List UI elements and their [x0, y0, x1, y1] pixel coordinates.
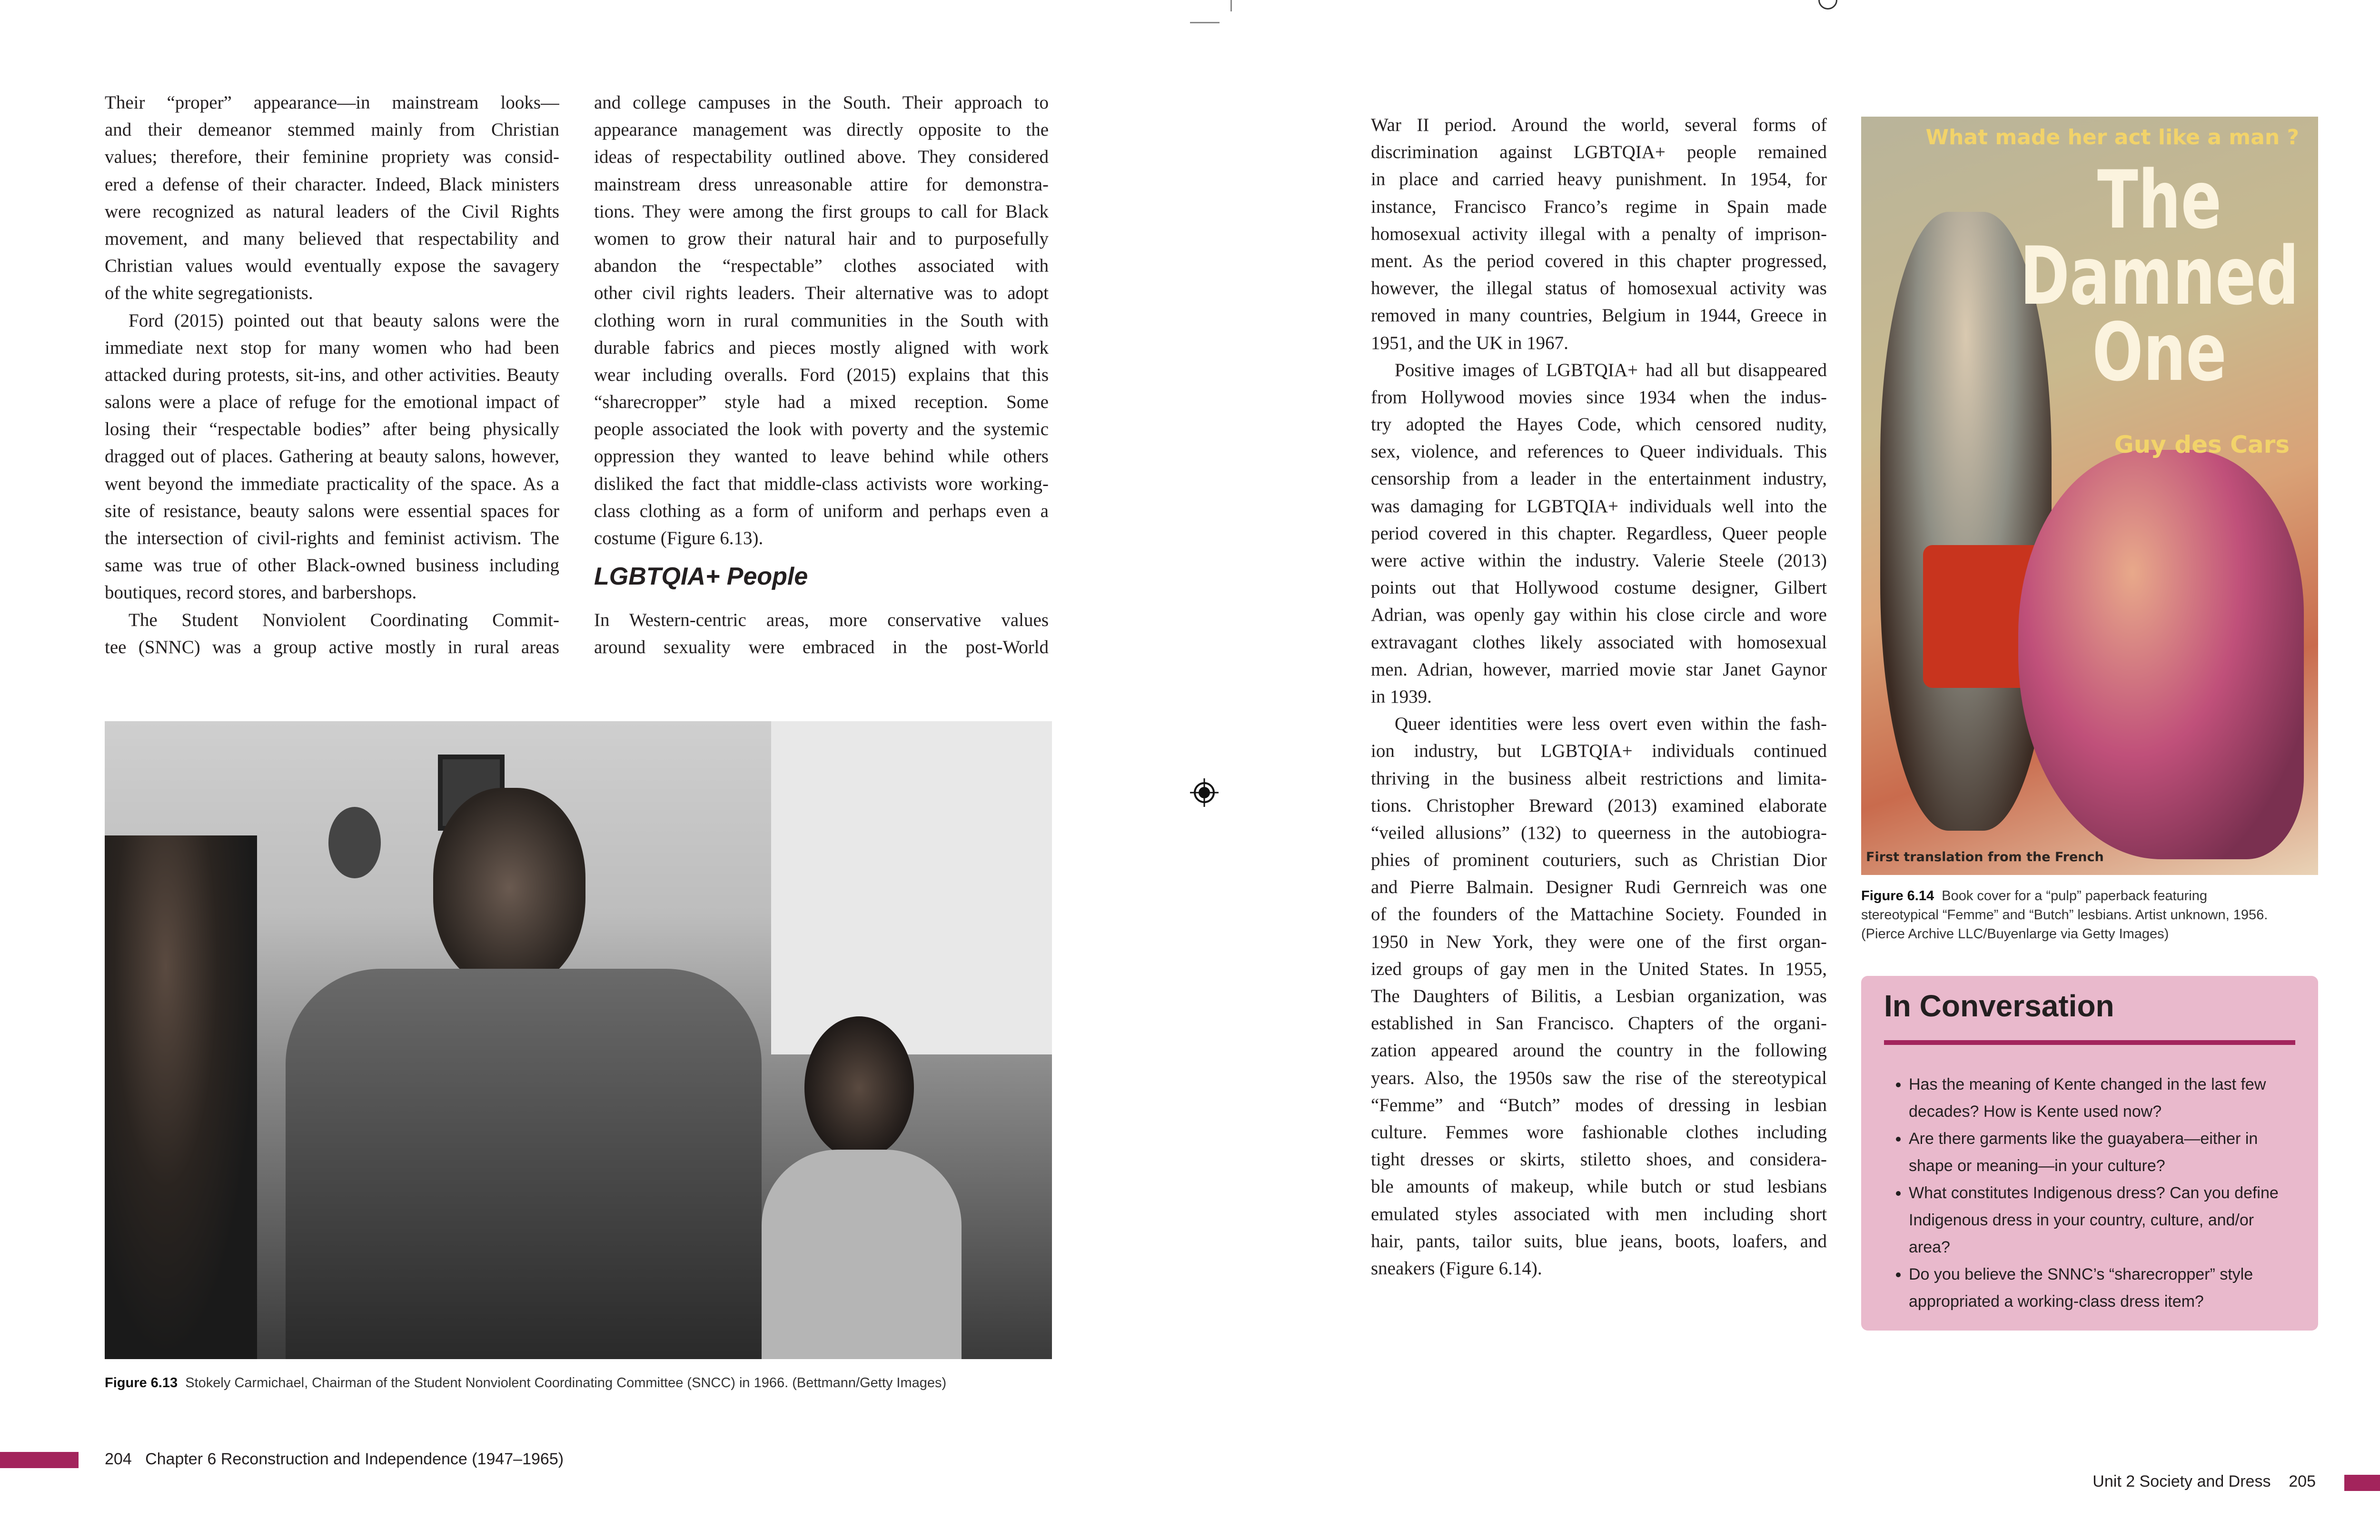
question-list — [1884, 1071, 2299, 1315]
text-line: was damaging for LGBTQIA+ individuals well into the — [1371, 496, 1827, 517]
text-line: women to grow their natural hair and to purposefully — [594, 228, 1049, 249]
unit-title: Unit 2 Society and Dress — [2092, 1472, 2271, 1490]
text-line: losing their “respectable bodies” after being physically — [105, 419, 559, 440]
text-line: Positive images of LGBTQIA+ had all but disappeared — [1395, 359, 1827, 380]
text-line: dragged out of places. Gathering at beauty salons, however, — [105, 446, 559, 467]
text-line: instance, Francisco Franco’s regime in Spain made — [1371, 196, 1827, 217]
text-line: Christian values would eventually expose the savagery — [105, 256, 559, 277]
text-line: movement, and many believed that respectability and — [105, 228, 559, 249]
footer-accent-bar — [2344, 1475, 2380, 1491]
text-line: years. Also, the 1950s saw the rise of the stereotypical — [1371, 1067, 1827, 1088]
question-item: • Are there garments like the guayabera—either in shape or meaning—in your culture? — [1909, 1125, 2299, 1180]
left-page-column-1 — [105, 89, 559, 661]
text-line: site of resistance, beauty salons were essential spaces for — [105, 500, 559, 521]
cover-title-line: The — [2097, 153, 2222, 247]
text-line: period covered in this chapter. Regardless, Queer people — [1371, 523, 1827, 544]
question-item: • What constitutes Indigenous dress? Can you define Indigenous dress in your country, culture, and/or area? — [1909, 1180, 2299, 1261]
text-line: culture. Femmes wore fashionable clothes including — [1371, 1122, 1827, 1143]
text-line: The Daughters of Bilitis, a Lesbian organization, was — [1371, 986, 1827, 1006]
text-line: appearance management was directly opposite to the — [594, 119, 1049, 140]
right-footer — [2092, 1472, 2316, 1491]
text-line: tions. They were among the first groups to call for Black — [594, 201, 1049, 222]
text-line: clothing worn in rural communities in the South with — [594, 310, 1049, 331]
text-line: other civil rights leaders. Their alternative was to adopt — [594, 283, 1049, 304]
cover-author: Guy des Cars — [2114, 431, 2290, 458]
text-line: 1951, and the UK in 1967. — [1371, 332, 1568, 353]
figure-label: Figure 6.14 — [1861, 888, 1934, 904]
cover-title-line: One — [2092, 306, 2227, 399]
figure-6-14-book-cover — [1861, 117, 2318, 875]
text-line: and college campuses in the South. Their approach to — [594, 92, 1049, 113]
text-line: attacked during protests, sit-ins, and other activities. Beauty — [105, 364, 559, 385]
text-line: tions. Christopher Breward (2013) examined elaborate — [1371, 795, 1827, 816]
left-footer — [105, 1450, 564, 1469]
text-line: disliked the fact that middle-class activists wore working- — [594, 473, 1049, 494]
text-line: “Femme” and “Butch” modes of dressing in lesbian — [1371, 1094, 1827, 1115]
text-line: tight dresses or skirts, stiletto shoes, and considera- — [1371, 1149, 1827, 1170]
figure-6-14-caption — [1861, 886, 2328, 944]
text-line: same was true of other Black-owned business including — [105, 555, 559, 576]
text-line: In Western-centric areas, more conservative values — [594, 610, 1049, 631]
text-line: tee (SNNC) was a group active mostly in rural areas — [105, 636, 559, 657]
text-line: War II period. Around the world, several forms of — [1371, 115, 1827, 135]
caption-line: stereotypical “Femme” and “Butch” lesbians. Artist unknown, 1956. — [1861, 907, 2268, 923]
text-line: “sharecropper” style had a mixed reception. Some — [594, 392, 1049, 413]
text-line: salons were a place of refuge for the emotional impact of — [105, 392, 559, 413]
text-line: phies of prominent couturiers, such as Christian Dior — [1371, 850, 1827, 871]
text-line: were recognized as natural leaders of the Civil Rights — [105, 201, 559, 222]
figure-6-13-caption — [105, 1373, 946, 1392]
text-line: costume (Figure 6.13). — [594, 528, 764, 548]
text-line: of the founders of the Mattachine Society. Founded in — [1371, 904, 1827, 925]
text-line: from Hollywood movies since 1934 when the indus- — [1371, 387, 1827, 407]
text-line: ideas of respectability outlined above. They considered — [594, 147, 1049, 168]
text-line: ble amounts of makeup, while butch or stud lesbians — [1371, 1176, 1827, 1197]
text-line: immediate next stop for many women who had been — [105, 337, 559, 358]
cover-title — [2020, 153, 2299, 399]
page-number: 204 — [105, 1450, 132, 1468]
figure-6-13-photo — [105, 721, 1052, 1359]
text-line: however, the illegal status of homosexual activity was — [1371, 278, 1827, 299]
text-line: Ford (2015) pointed out that beauty salons were the — [129, 310, 559, 331]
crop-mark — [1190, 22, 1220, 23]
text-line: hair, pants, tailor suits, blue jeans, boots, loafers, and — [1371, 1231, 1827, 1252]
box-divider — [1884, 1040, 2295, 1045]
text-line: extravagant clothes likely associated with homosexual — [1371, 632, 1827, 653]
text-line: ment. As the period covered in this chapter progressed, — [1371, 250, 1827, 271]
text-line: in 1939. — [1371, 686, 1432, 707]
section-heading: LGBTQIA+ People — [594, 563, 808, 591]
text-line: ered a defense of their character. Indeed, Black ministers — [105, 174, 559, 195]
text-line: ized groups of gay men in the United States. In 1955, — [1371, 958, 1827, 979]
text-line: went beyond the immediate practicality of the space. As a — [105, 473, 559, 494]
text-line: “veiled allusions” (132) to queerness in the autobiogra- — [1371, 822, 1827, 843]
text-line: values; therefore, their feminine propriety was consid- — [105, 147, 559, 168]
in-conversation-box — [1861, 976, 2318, 1331]
text-line: people associated the look with poverty and the systemic — [594, 419, 1049, 440]
text-line: boutiques, record stores, and barbershops. — [105, 582, 417, 603]
chapter-title: Chapter 6 Reconstruction and Independence (1947–1965) — [145, 1450, 564, 1468]
text-line: wear including overalls. Ford (2015) explains that this — [594, 364, 1049, 385]
text-line: sex, violence, and references to Queer individuals. This — [1371, 441, 1827, 462]
cover-tagline: What made her act like a man ? — [1925, 125, 2299, 149]
box-title: In Conversation — [1884, 989, 2114, 1023]
text-line: established in San Francisco. Chapters of the organi- — [1371, 1013, 1827, 1034]
text-line: and Pierre Balmain. Designer Rudi Gernreich was one — [1371, 877, 1827, 898]
question-item: • Has the meaning of Kente changed in the last few decades? How is Kente used now? — [1909, 1071, 2299, 1125]
text-line: and their demeanor stemmed mainly from Christian — [105, 119, 559, 140]
text-line: discrimination against LGBTQIA+ people remained — [1371, 142, 1827, 163]
text-line: mainstream dress unreasonable attire for demonstra- — [594, 174, 1049, 195]
registration-mark-icon — [1190, 778, 1219, 807]
text-line: Adrian, was openly gay within his close circle and wore — [1371, 605, 1827, 626]
text-line: the intersection of civil-rights and feminist activism. The — [105, 528, 559, 548]
footer-accent-bar — [0, 1452, 79, 1468]
text-line: removed in many countries, Belgium in 1944, Greece in — [1371, 305, 1827, 326]
text-line: zation appeared around the country in the following — [1371, 1040, 1827, 1061]
cover-note: First translation from the French — [1866, 850, 2104, 864]
text-line: try adopted the Hayes Code, which censored nudity, — [1371, 414, 1827, 435]
text-line: censorship from a leader in the entertainment industry, — [1371, 468, 1827, 489]
text-line: Their “proper” appearance—in mainstream looks— — [105, 92, 559, 113]
text-line: of the white segregationists. — [105, 283, 313, 304]
left-page-column-2 — [594, 89, 1049, 661]
text-line: points out that Hollywood costume designer, Gilbert — [1371, 577, 1827, 598]
text-line: thriving in the business albeit restrictions and limita- — [1371, 768, 1827, 789]
registration-mark-icon — [1818, 0, 1837, 10]
caption-line: (Pierce Archive LLC/Buyenlarge via Getty Images) — [1861, 926, 2169, 942]
text-line: around sexuality were embraced in the post-World — [594, 637, 1049, 658]
text-line: durable fabrics and pieces mostly aligned with work — [594, 337, 1049, 358]
text-line: class clothing as a form of uniform and perhaps even a — [594, 500, 1049, 521]
page-number: 205 — [2289, 1472, 2316, 1490]
right-page-column — [1371, 111, 1827, 1282]
question-item: • Do you believe the SNNC’s “sharecropper” style appropriated a working-class dress item? — [1909, 1261, 2299, 1315]
crop-mark — [1230, 0, 1232, 11]
text-line: in place and carried heavy punishment. In 1954, for — [1371, 169, 1827, 190]
figure-label: Figure 6.13 — [105, 1375, 178, 1391]
text-line: The Student Nonviolent Coordinating Commit- — [129, 609, 559, 630]
text-line: abandon the “respectable” clothes associated with — [594, 256, 1049, 277]
caption-line: Book cover for a “pulp” paperback featuring — [1942, 888, 2208, 904]
text-line: oppression they wanted to leave behind while others — [594, 446, 1049, 467]
cover-title-line: Damned — [2020, 229, 2299, 323]
text-line: emulated styles associated with men including short — [1371, 1203, 1827, 1224]
text-line: 1950 in New York, they were one of the first organ- — [1371, 931, 1827, 952]
text-line: ion industry, but LGBTQIA+ individuals continued — [1371, 741, 1827, 762]
caption-text: Stokely Carmichael, Chairman of the Student Nonviolent Coordinating Committee (SNCC) in 1966. (Bettmann/Getty Images) — [185, 1375, 947, 1391]
text-line: sneakers (Figure 6.14). — [1371, 1258, 1542, 1279]
text-line: were active within the industry. Valerie Steele (2013) — [1371, 550, 1827, 571]
text-line: Queer identities were less overt even within the fash- — [1395, 714, 1827, 735]
text-line: homosexual activity illegal with a penalty of imprison- — [1371, 223, 1827, 244]
text-line: men. Adrian, however, married movie star Janet Gaynor — [1371, 659, 1827, 680]
